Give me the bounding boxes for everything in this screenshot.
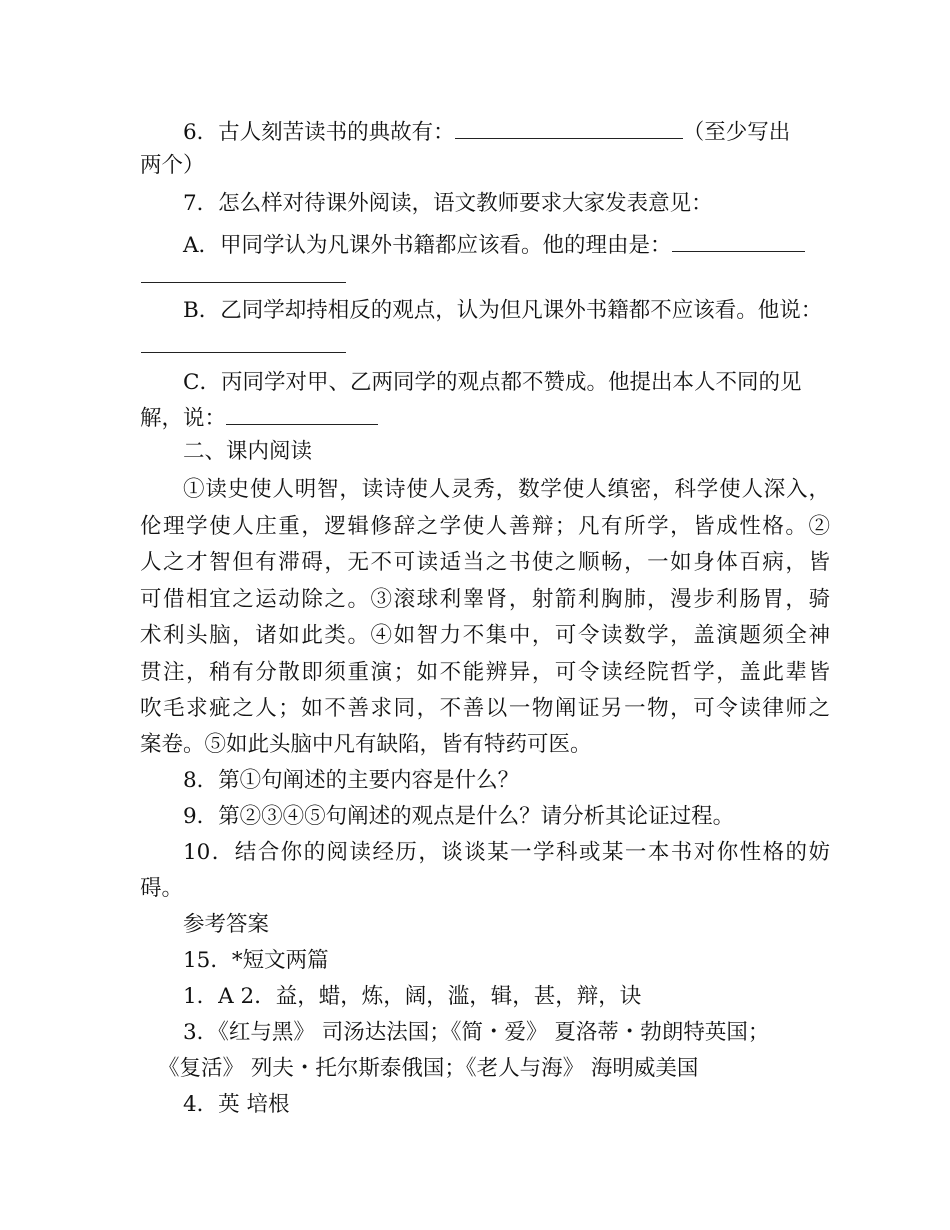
question-7c: C．丙同学对甲、乙两同学的观点都不赞成。他提出本人不同的见	[183, 370, 802, 395]
passage-line: ①读史使人明智，读诗使人灵秀，数学使人缜密，科学使人深入，	[183, 477, 830, 502]
question-8: 8．第①句阐述的主要内容是什么？	[183, 768, 520, 793]
question-7c-answer-blank[interactable]	[226, 402, 378, 425]
passage-line: 可借相宜之运动除之。③滚球利睾肾，射箭利胸肺，漫步利肠胃，骑	[140, 587, 830, 612]
answer-3-continuation: 《复活》 列夫・托尔斯泰俄国；《老人与海》 海明威美国	[158, 1056, 699, 1081]
question-7a-answer-blank[interactable]	[672, 229, 805, 252]
question-7b: B．乙同学却持相反的观点，认为但凡课外书籍都不应该看。他说：	[183, 298, 823, 323]
question-6-suffix: （至少写出	[682, 120, 791, 145]
question-7: 7．怎么样对待课外阅读，语文教师要求大家发表意见：	[183, 191, 713, 216]
answer-1-2: 1．A 2．益，蜡，炼，阔，滥，辑，甚，辩，诀	[183, 984, 642, 1009]
question-7c-continuation	[140, 402, 830, 434]
answer-3: 3．《红与黑》 司汤达法国；《简・爱》 夏洛蒂・勃朗特英国；	[183, 1020, 770, 1045]
passage-line: 伦理学使人庄重，逻辑修辞之学使人善辩；凡有所学，皆成性格。②	[140, 514, 830, 539]
section-heading: 二、课内阅读	[183, 439, 313, 464]
question-6-text: 6．古人刻苦读书的典故有：	[183, 120, 455, 145]
answers-heading: 参考答案	[183, 912, 270, 937]
question-9: 9．第②③④⑤句阐述的观点是什么？请分析其论证过程。	[183, 804, 735, 829]
passage-line: 人之才智但有滞碍，无不可读适当之书使之顺畅，一如身体百病，皆	[140, 550, 830, 575]
question-7a-answer-line[interactable]	[141, 282, 346, 283]
passage-line: 案卷。⑤如此头脑中凡有缺陷，皆有特药可医。	[140, 732, 592, 757]
passage-line: 吹毛求疵之人；如不善求同，不善以一物阐证另一物，可令读律师之	[140, 696, 830, 721]
question-10-continuation: 碍。	[140, 876, 184, 901]
passage-line: 术利头脑，诸如此类。④如智力不集中，可令读数学，盖演题须全神	[140, 623, 830, 648]
passage-line: 贯注，稍有分散即须重演；如不能辨异，可令读经院哲学，盖此辈皆	[140, 660, 830, 685]
question-6	[183, 116, 830, 148]
question-7a-text: A．甲同学认为凡课外书籍都应该看。他的理由是：	[183, 233, 672, 258]
question-6-continuation: 两个）	[140, 153, 205, 178]
question-7b-answer-line[interactable]	[141, 352, 346, 353]
answers-title: 15．*短文两篇	[183, 948, 329, 973]
question-10: 10．结合你的阅读经历，谈谈某一学科或某一本书对你性格的妨	[183, 840, 830, 865]
question-7a	[183, 229, 830, 261]
question-6-answer-blank[interactable]	[455, 116, 683, 139]
question-7c-text: 解，说：	[140, 406, 227, 431]
answer-4: 4．英 培根	[183, 1092, 290, 1117]
